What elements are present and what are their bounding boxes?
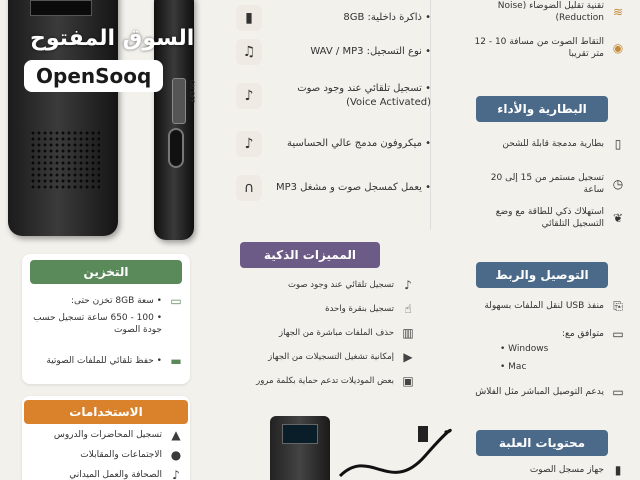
recorder-icon: ▮ bbox=[614, 463, 622, 477]
compat-item bbox=[470, 326, 626, 342]
uses-text: الصحافة والعمل الميداني bbox=[69, 470, 162, 480]
microphone-icon: ♪ bbox=[404, 278, 412, 292]
monitor-icon: ▭ bbox=[612, 385, 624, 399]
storage-text: • 100 - 650 ساعة تسجيل حسب جودة الصوت bbox=[33, 313, 162, 335]
watermark-arabic: السوق المفتوح bbox=[30, 26, 195, 51]
smart-text: بعض الموديلات تدعم حماية بكلمة مرور bbox=[256, 376, 394, 386]
folder-icon: ▬ bbox=[170, 354, 182, 368]
meeting-icon: ● bbox=[170, 448, 182, 462]
power-switch bbox=[172, 78, 186, 124]
microphone-icon: ♪ bbox=[172, 468, 180, 480]
usb-port bbox=[168, 128, 184, 168]
direct-connect-item bbox=[470, 384, 626, 400]
connectivity-heading: التوصيل والربط bbox=[476, 262, 608, 288]
recorder-screen bbox=[30, 0, 92, 16]
speaker-grille bbox=[30, 130, 100, 190]
spec-row-voice-activated bbox=[236, 78, 431, 114]
signal-icon: ◉ bbox=[612, 41, 624, 55]
smart-item bbox=[230, 370, 416, 392]
hand-tap-icon: ☝ bbox=[404, 302, 412, 316]
spec-row-microphone bbox=[236, 126, 431, 162]
smart-text: تسجيل تلقائي عند وجود صوت bbox=[287, 280, 394, 290]
smart-features-heading: المميزات الذكية bbox=[240, 242, 380, 268]
battery-item bbox=[470, 206, 626, 230]
usb-text: منفذ USB لنقل الملفات بسهولة bbox=[484, 301, 604, 311]
usb-item bbox=[470, 298, 626, 314]
storage-item bbox=[28, 294, 184, 308]
box-text: جهاز مسجل الصوت bbox=[529, 465, 604, 475]
usb-cable-image bbox=[330, 426, 460, 480]
battery-heading: البطارية والأداء bbox=[476, 96, 608, 122]
battery-icon: ▯ bbox=[614, 137, 622, 151]
uses-item bbox=[28, 468, 184, 480]
spec-row-format bbox=[236, 34, 431, 70]
microphone-icon: ♪ bbox=[236, 83, 262, 109]
play-icon: ▶ bbox=[403, 350, 413, 364]
spec-text: • تسجيل تلقائي عند وجود صوت (Voice Activated) bbox=[297, 83, 431, 108]
smart-text: حذف الملفات مباشرة من الجهاز bbox=[279, 328, 394, 338]
spec-row-mp3 bbox=[236, 170, 431, 206]
spec-text: • ذاكرة داخلية: 8GB bbox=[343, 12, 431, 23]
uses-text: تسجيل المحاضرات والدروس bbox=[53, 430, 162, 440]
direct-text: يدعم التوصيل المباشر مثل الفلاش bbox=[475, 387, 604, 397]
music-file-icon: ♫ bbox=[236, 39, 262, 65]
sound-wave-icon: ≋ bbox=[612, 5, 624, 19]
leaf-icon: ❦ bbox=[612, 211, 624, 225]
noise-reduction-item bbox=[470, 0, 626, 24]
monitor-icon: ▭ bbox=[612, 327, 624, 341]
uses-card bbox=[22, 396, 190, 480]
usb-icon: ⎘ bbox=[613, 299, 623, 313]
box-heading: محتويات العلبة bbox=[476, 430, 608, 456]
uses-heading: الاستخدامات bbox=[24, 400, 188, 424]
battery-text: تسجيل مستمر من 15 إلى 20 ساعة bbox=[490, 173, 604, 195]
distance-item bbox=[470, 36, 626, 60]
os-windows: • Windows bbox=[500, 344, 549, 354]
smart-text: إمكانية تشغيل التسجيلات من الجهاز bbox=[268, 352, 394, 362]
storage-item bbox=[28, 312, 184, 336]
graduation-cap-icon: ▲ bbox=[171, 428, 181, 442]
uses-item bbox=[28, 428, 184, 442]
smart-item bbox=[230, 298, 416, 320]
noise-text: تقنية تقليل الضوضاء (Noise Reduction) bbox=[497, 1, 604, 23]
switch-label: ON OFF bbox=[188, 80, 195, 103]
trash-icon: ▥ bbox=[402, 326, 414, 340]
microphone-icon: ♪ bbox=[236, 131, 262, 157]
box-item bbox=[470, 462, 626, 478]
storage-text: • حفظ تلقائي للملفات الصوتية bbox=[46, 356, 162, 366]
os-mac-label: Mac bbox=[508, 362, 527, 372]
headphones-icon: ∩ bbox=[236, 175, 262, 201]
watermark-logo: OpenSooq bbox=[24, 60, 163, 92]
uses-text: الاجتماعات والمقابلات bbox=[80, 450, 162, 460]
spec-text: • يعمل كمسجل صوت و مشغل MP3 bbox=[275, 182, 431, 193]
clock-icon: ◷ bbox=[612, 177, 624, 191]
smart-text: تسجيل بنقرة واحدة bbox=[325, 304, 394, 314]
storage-item bbox=[28, 354, 184, 368]
lock-icon: ▣ bbox=[402, 374, 414, 388]
distance-text: التقاط الصوت من مسافة 10 - 12 متر تقريبا bbox=[474, 37, 604, 59]
sd-card-icon: ▮ bbox=[236, 5, 262, 31]
uses-item bbox=[28, 448, 184, 462]
storage-heading: التخزين bbox=[30, 260, 182, 284]
smart-item bbox=[230, 346, 416, 368]
smart-item bbox=[230, 274, 416, 296]
sd-card-icon: ▭ bbox=[170, 294, 182, 308]
storage-text: • سعة 8GB تخزن حتى: bbox=[70, 296, 162, 306]
smart-item bbox=[230, 322, 416, 344]
battery-text: استهلاك ذكي للطاقة مع وضع التسجيل التلقائي bbox=[495, 207, 604, 229]
battery-item bbox=[470, 172, 626, 196]
storage-card bbox=[22, 254, 190, 384]
os-windows-label: Windows bbox=[508, 344, 549, 354]
spec-row-memory bbox=[236, 0, 431, 36]
spec-text: • ميكروفون مدمج عالي الحساسية bbox=[287, 138, 431, 149]
spec-text: • نوع التسجيل: WAV / MP3 bbox=[310, 46, 431, 57]
recorder-display bbox=[282, 424, 318, 444]
battery-item bbox=[470, 136, 626, 152]
compat-label: متوافق مع: bbox=[562, 329, 604, 339]
os-mac: • Mac bbox=[500, 362, 527, 372]
battery-text: بطارية مدمجة قابلة للشحن bbox=[502, 139, 604, 149]
